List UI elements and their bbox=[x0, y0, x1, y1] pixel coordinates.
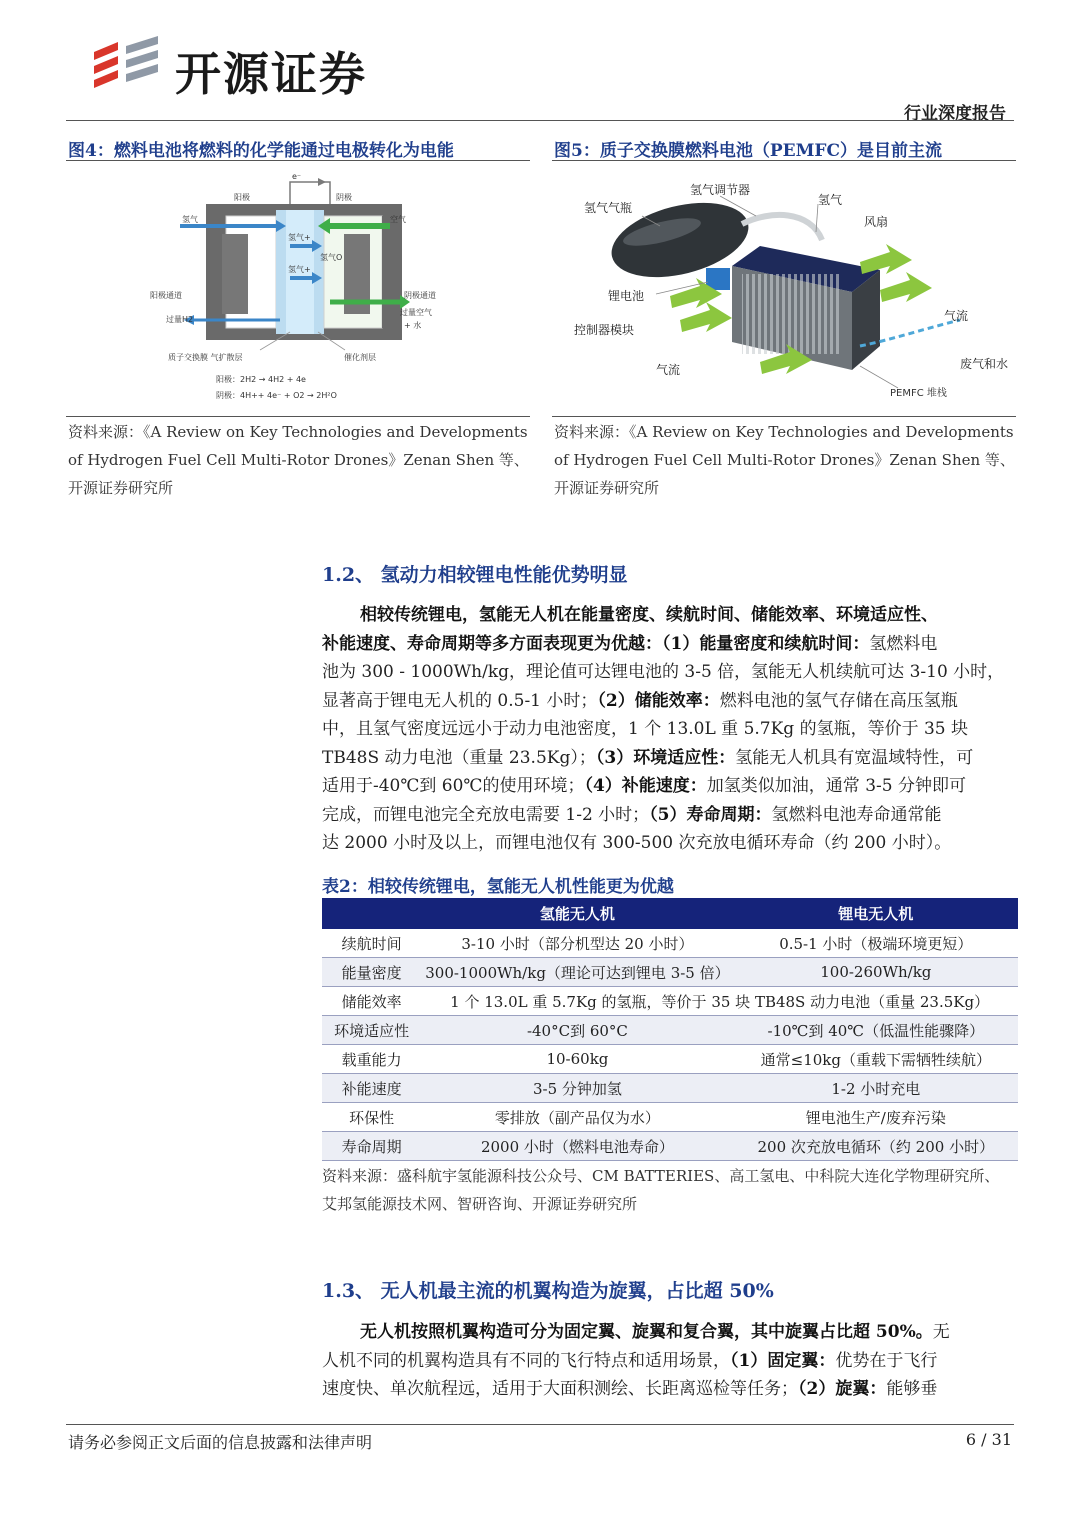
para-line-2-bold: 补能速度、寿命周期等多方面表现更为优越：（1）能量密度和续航时间： bbox=[322, 633, 870, 654]
table-cell: 续航时间 bbox=[322, 929, 421, 958]
table-cell: 环境适应性 bbox=[322, 1016, 421, 1045]
table-header-blank bbox=[322, 898, 421, 929]
airflow-right-label: 气流 bbox=[944, 309, 969, 323]
table-cell: 锂电池生产/废弃污染 bbox=[734, 1103, 1018, 1132]
figure-4-diagram bbox=[140, 170, 470, 406]
table-cell: 零排放（副产品仅为水） bbox=[421, 1103, 733, 1132]
para-line-5: 中，且氢气密度远远小于动力电池密度，1 个 13.0L 重 5.7Kg 的氢瓶，等价于 35 块 bbox=[322, 719, 969, 739]
figure-5-title-rule bbox=[552, 160, 1016, 161]
para-1-3-fixed-wing: （1）固定翼： bbox=[730, 1350, 836, 1371]
para-line-8-bold: （5）寿命周期： bbox=[649, 804, 772, 825]
excess-air-label: 过量空气 bbox=[400, 308, 432, 317]
table-header-row bbox=[322, 898, 1018, 929]
electron-label: e⁻ bbox=[292, 172, 302, 181]
para-line-6-bold: （3）环境适应性： bbox=[595, 747, 736, 768]
section-1-2-title: 1.2、 氢动力相较锂电性能优势明显 bbox=[322, 564, 628, 586]
fan-label: 风扇 bbox=[864, 215, 889, 229]
water-label: + 水 bbox=[404, 321, 422, 330]
table-cell: 10-60kg bbox=[421, 1045, 733, 1074]
section-1-2-paragraph bbox=[322, 601, 1014, 858]
cathode-equation: 阴极：4H++ 4e⁻ + O2 → 2H²O bbox=[216, 391, 337, 400]
anode-equation: 阳极：2H2 → 4H2 + 4e bbox=[216, 375, 306, 384]
oxygen-label: 氢气O bbox=[320, 253, 343, 262]
table-row bbox=[322, 1132, 1018, 1161]
table-cell: 3-5 分钟加氢 bbox=[421, 1074, 733, 1103]
table-cell: -40°C到 60°C bbox=[421, 1016, 733, 1045]
proton-label-2: 氢气+ bbox=[288, 265, 311, 274]
controller-label: 控制器模块 bbox=[574, 323, 635, 337]
footer-disclaimer: 请务必参阅正文后面的信息披露和法律声明 bbox=[68, 1433, 373, 1452]
figure-4-source-rule bbox=[66, 416, 530, 417]
para-1-3-line-3a: 速度快、单次航程远，适用于大面积测绘、长距离巡检等任务； bbox=[322, 1379, 798, 1399]
section-1-3-paragraph bbox=[322, 1318, 1014, 1404]
table-cell: 0.5-1 小时（极端环境更短） bbox=[734, 929, 1018, 958]
para-1-3-line-3b: 能够垂 bbox=[886, 1379, 938, 1399]
table-row bbox=[322, 958, 1018, 987]
membrane-label: 质子交换膜 气扩散层 bbox=[168, 353, 243, 362]
table-2 bbox=[322, 898, 1018, 1161]
figure-4-title-rule bbox=[66, 160, 530, 161]
table-cell: 1-2 小时充电 bbox=[734, 1074, 1018, 1103]
para-line-2-text: 氢燃料电 bbox=[869, 633, 938, 654]
excess-h2-label: 过量H2 bbox=[166, 315, 194, 324]
air-in-label: 空气 bbox=[390, 215, 406, 224]
table-cell: -10℃到 40℃（低温性能骤降） bbox=[734, 1016, 1018, 1045]
anode-label: 阳极 bbox=[234, 193, 250, 202]
report-type: 行业深度报告 bbox=[904, 104, 1006, 124]
regulator-label: 氢气调节器 bbox=[690, 183, 751, 197]
para-line-4-text: 显著高于锂电无人机的 0.5-1 小时； bbox=[322, 690, 598, 711]
table-row bbox=[322, 1074, 1018, 1103]
table-cell: 100-260Wh/kg bbox=[734, 958, 1018, 987]
para-line-6-tail: 氢能无人机具有宽温域特性，可 bbox=[735, 747, 974, 768]
table-cell: 通常≤10kg（重载下需牺牲续航） bbox=[734, 1045, 1018, 1074]
table-row bbox=[322, 929, 1018, 958]
company-name: 开源证券 bbox=[175, 47, 367, 101]
para-line-3: 池为 300 - 1000Wh/kg，理论值可达锂电池的 3-5 倍，氢能无人机续航可达 3-10 小时， bbox=[322, 662, 1005, 682]
table-cell: 补能速度 bbox=[322, 1074, 421, 1103]
table-cell: 3-10 小时（部分机型达 20 小时） bbox=[421, 929, 733, 958]
table-row bbox=[322, 1103, 1018, 1132]
figure-4-source: 资料来源：《A Review on Key Technologies and Developments of Hydrogen Fuel Cell Multi-Rotor Drones》Zenan Shen 等、开源证券研究所 bbox=[68, 423, 529, 497]
table-cell: 储能效率 bbox=[322, 987, 421, 1016]
para-1-3-lead-tail: 无 bbox=[932, 1322, 950, 1342]
company-logo bbox=[88, 36, 168, 96]
section-1-3-title: 1.3、 无人机最主流的机翼构造为旋翼，占比超 50% bbox=[322, 1280, 774, 1302]
para-line-8-tail: 氢燃料电池寿命通常能 bbox=[771, 804, 942, 825]
hydrogen-in-label: 氢气 bbox=[182, 215, 198, 224]
para-line-6-text: TB48S 动力电池（重量 23.5Kg）； bbox=[322, 747, 596, 768]
figure-5-diagram bbox=[560, 170, 1010, 406]
figure-5-source-rule bbox=[552, 416, 1016, 417]
para-line-4-tail: 燃料电池的氢气存储在高压氢瓶 bbox=[719, 690, 958, 711]
cathode-channel-label: 阴极通道 bbox=[404, 291, 436, 300]
para-line-7-tail: 加氢类似加油，通常 3-5 分钟即可 bbox=[706, 776, 966, 796]
para-line-7-bold: （4）补能速度： bbox=[584, 776, 707, 796]
para-1-3-rotor: （2）旋翼： bbox=[798, 1379, 887, 1399]
figure-5-title: 图5：质子交换膜燃料电池（PEMFC）是目前主流 bbox=[554, 141, 942, 161]
stack-label: PEMFC 堆栈 bbox=[890, 388, 947, 399]
table-2-title: 表2：相较传统锂电，氢能无人机性能更为优越 bbox=[322, 877, 674, 897]
para-1-3-lead: 无人机按照机翼构造可分为固定翼、旋翼和复合翼，其中旋翼占比超 50%。 bbox=[360, 1322, 933, 1342]
table-cell: 载重能力 bbox=[322, 1045, 421, 1074]
cathode-label: 阴极 bbox=[336, 193, 352, 202]
table-cell: 能量密度 bbox=[322, 958, 421, 987]
hydrogen-label: 氢气 bbox=[818, 193, 843, 207]
tank-label: 氢气气瓶 bbox=[584, 201, 633, 215]
table-cell-merged: 1 个 13.0L 重 5.7Kg 的氢瓶，等价于 35 块 TB48S 动力电池（重量 23.5Kg） bbox=[421, 987, 1018, 1016]
figure-4-title: 图4：燃料电池将燃料的化学能通过电极转化为电能 bbox=[68, 141, 454, 161]
airflow-left-label: 气流 bbox=[656, 363, 681, 377]
para-line-8-text: 完成，而锂电池完全充放电需要 1-2 小时； bbox=[322, 804, 650, 825]
footer-divider bbox=[66, 1424, 1014, 1425]
para-1-3-line-2b: 优势在于飞行 bbox=[835, 1350, 938, 1371]
figure-5-source: 资料来源：《A Review on Key Technologies and Developments of Hydrogen Fuel Cell Multi-Rotor Drones》Zenan Shen 等、开源证券研究所 bbox=[554, 423, 1015, 497]
page-number: 6 / 31 bbox=[965, 1430, 1012, 1449]
table-cell: 300-1000Wh/kg（理论可达到锂电 3-5 倍） bbox=[421, 958, 733, 987]
para-line-4-bold: （2）储能效率： bbox=[597, 690, 720, 711]
table-cell: 环保性 bbox=[322, 1103, 421, 1132]
table-row bbox=[322, 1045, 1018, 1074]
logo-mark-icon bbox=[88, 36, 168, 96]
proton-label-1: 氢气+ bbox=[288, 233, 311, 242]
para-1-3-line-2a: 人机不同的机翼构造具有不同的飞行特点和适用场景， bbox=[322, 1350, 730, 1371]
para-line-9: 达 2000 小时及以上，而锂电池仅有 300-500 次充放电循环寿命（约 200 小时）。 bbox=[322, 833, 952, 853]
table-row bbox=[322, 987, 1018, 1016]
table-row bbox=[322, 1016, 1018, 1045]
table-cell: 2000 小时（燃料电池寿命） bbox=[421, 1132, 733, 1161]
table-cell: 寿命周期 bbox=[322, 1132, 421, 1161]
exhaust-label: 废气和水 bbox=[960, 357, 1009, 371]
catalyst-label: 催化剂层 bbox=[344, 353, 376, 362]
table-header-lithium: 锂电无人机 bbox=[734, 898, 1018, 929]
anode-channel-label: 阳极通道 bbox=[150, 291, 182, 300]
table-cell: 200 次充放电循环（约 200 小时） bbox=[734, 1132, 1018, 1161]
table-header-hydrogen: 氢能无人机 bbox=[421, 898, 733, 929]
table-2-source: 资料来源：盛科航宇氢能源科技公众号、CM BATTERIES、高工氢电、中科院大连化学物理研究所、艾邦氢能源技术网、智研咨询、开源证券研究所 bbox=[322, 1167, 1000, 1213]
battery-label: 锂电池 bbox=[608, 289, 645, 303]
header-divider bbox=[66, 120, 1014, 121]
para-line-1: 相较传统锂电，氢能无人机在能量密度、续航时间、储能效率、环境适应性、 bbox=[360, 605, 938, 625]
para-line-7-text: 适用于-40℃到 60℃的使用环境； bbox=[322, 776, 585, 796]
